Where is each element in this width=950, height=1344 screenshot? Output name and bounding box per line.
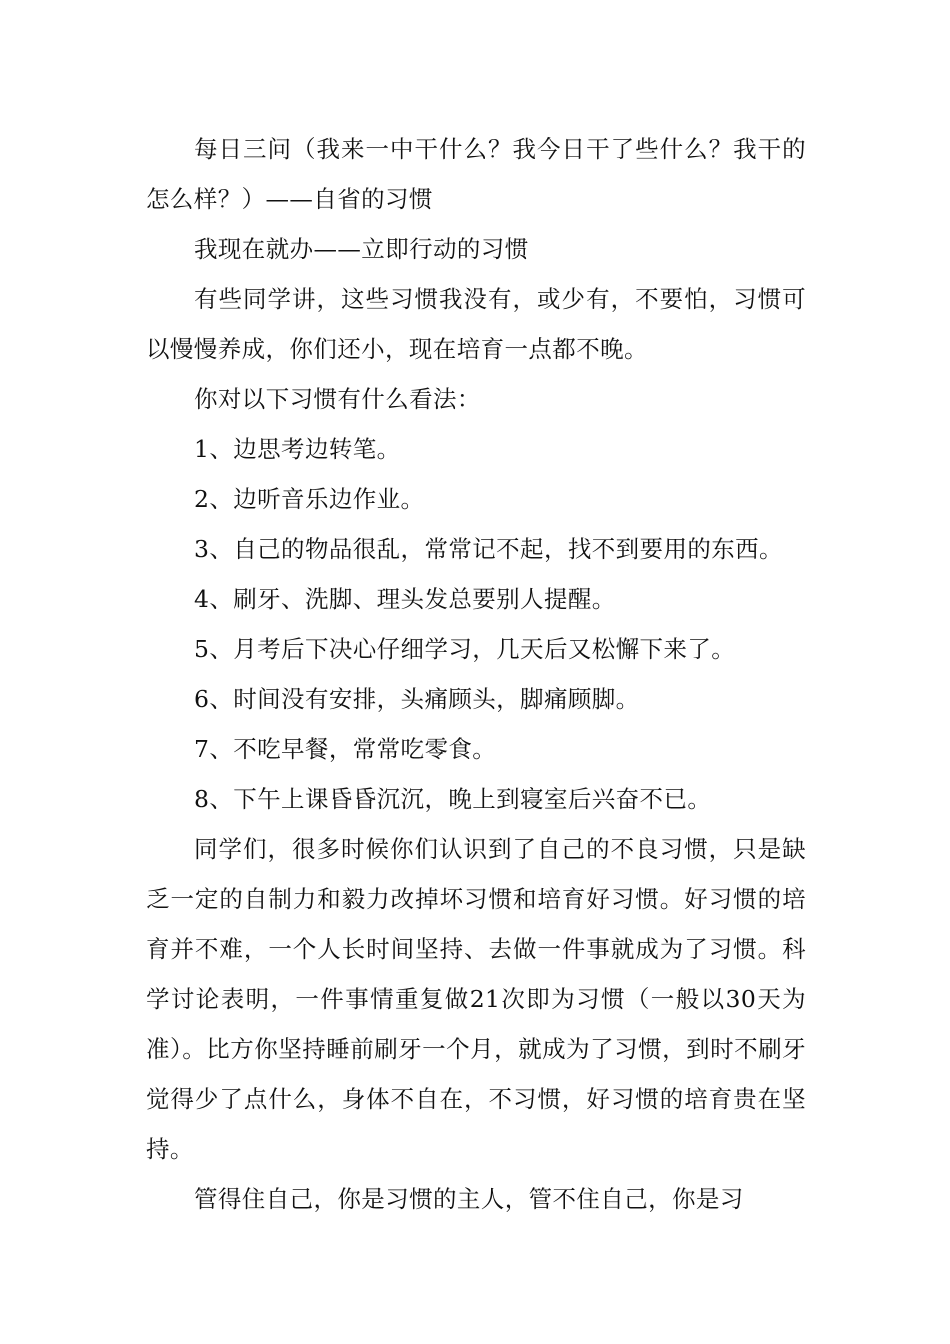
paragraph-self-reflection: 每日三问（我来一中干什么？我今日干了些什么？我干的怎么样？）——自省的习惯 (146, 135, 806, 213)
paragraph-encouragement: 有些同学讲，这些习惯我没有，或少有，不要怕，习惯可以慢慢养成，你们还小，现在培育一点都不晚。 (146, 285, 806, 363)
list-item: 3、自己的物品很乱，常常记不起，找不到要用的东西。 (194, 535, 783, 563)
list-item: 4、刷牙、洗脚、理头发总要别人提醒。 (194, 585, 616, 613)
list-item: 8、下午上课昏昏沉沉，晚上到寝室后兴奋不已。 (194, 785, 712, 813)
list-item: 2、边听音乐边作业。 (194, 485, 425, 513)
document-body (146, 124, 806, 1224)
list-item: 1、边思考边转笔。 (194, 435, 401, 463)
paragraph-question: 你对以下习惯有什么看法： (194, 385, 481, 413)
paragraph-habit-formation: 同学们，很多时候你们认识到了自己的不良习惯，只是缺乏一定的自制力和毅力改掉坏习惯和培育好习惯。好习惯的培育并不难，一个人长时间坚持、去做一件事就成为了习惯。科学讨论表明，一件事情重复做21次即为习惯（一般以30天为准）。比方你坚持睡前刷牙一个月，就成为了习惯，到时不刷牙觉得少了点什么，身体不自在，不习惯，好习惯的培育贵在坚持。 (146, 835, 806, 1163)
list-item: 6、时间没有安排，头痛顾头，脚痛顾脚。 (194, 685, 640, 713)
list-item: 7、不吃早餐，常常吃零食。 (194, 735, 497, 763)
list-item: 5、月考后下决心仔细学习，几天后又松懈下来了。 (194, 635, 736, 663)
paragraph-self-control: 管得住自己，你是习惯的主人，管不住自己，你是习 (194, 1185, 744, 1213)
paragraph-act-now: 我现在就办——立即行动的习惯 (194, 235, 529, 263)
